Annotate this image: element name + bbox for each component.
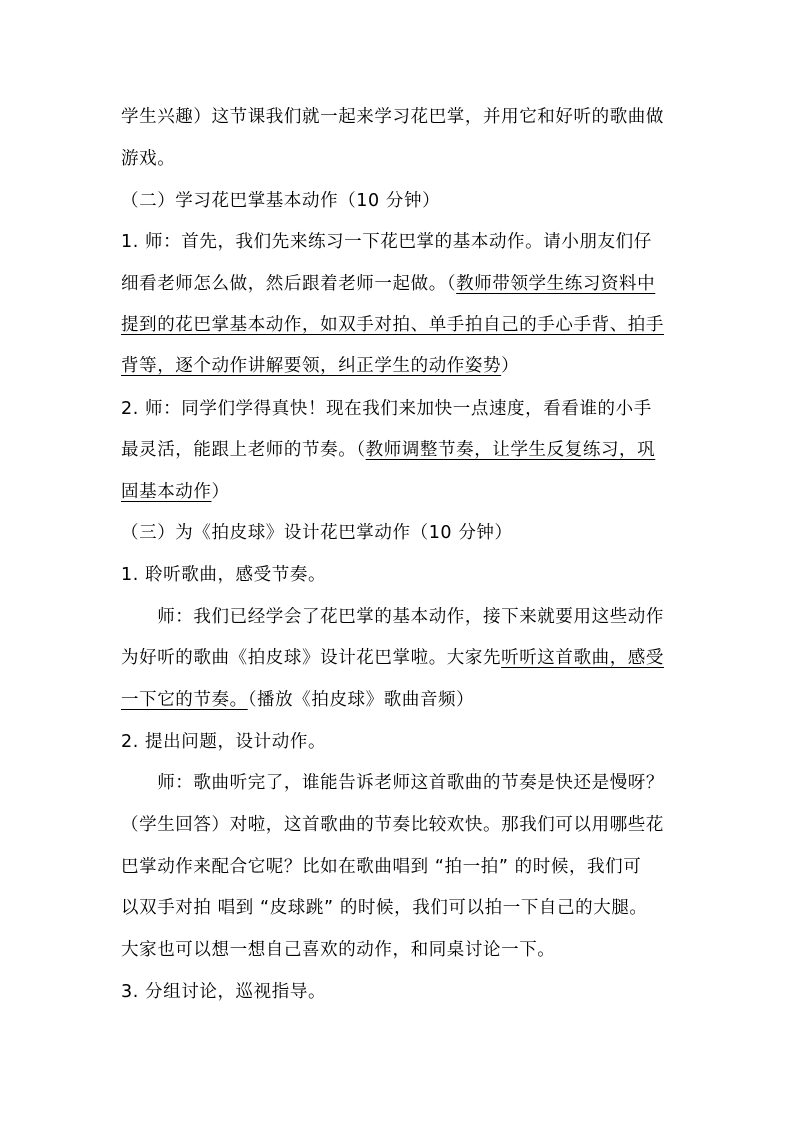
text-line: [121, 430, 677, 471]
underlined-segment: 听听这首歌曲，感受: [501, 648, 665, 668]
underlined-segment: 教师带领学生练习资料中: [456, 274, 656, 294]
text-segment: 巴掌动作来配合它呢？比如在歌曲唱到 “拍一拍” 的时候，我们可: [121, 857, 642, 877]
text-line: [121, 888, 677, 929]
underlined-segment: 提到的花巴掌基本动作，如双手对拍、单手拍自己的手心手背、拍手: [121, 315, 664, 335]
underlined-segment: 固基本动作: [121, 482, 212, 502]
text-segment: ）: [501, 356, 520, 376]
text-segment: 2. 提出问题，设计动作。: [121, 732, 327, 752]
text-line: [121, 972, 677, 1013]
text-segment: 师：我们已经学会了花巴掌的基本动作，接下来就要用这些动作: [121, 607, 664, 627]
text-line: [121, 763, 677, 804]
text-segment: 游戏。: [121, 149, 176, 169]
text-segment: 以双手对拍 唱到 “皮球跳” 的时候，我们可以拍一下自己的大腿。: [121, 898, 648, 918]
text-line: [121, 222, 677, 263]
text-segment: （二）学习花巴掌基本动作（10 分钟）: [121, 191, 441, 211]
text-line: [121, 346, 677, 387]
text-line: [121, 264, 677, 305]
text-line: [121, 139, 677, 180]
text-line: [121, 930, 677, 971]
section-heading: [121, 181, 677, 222]
text-segment: 为好听的歌曲《拍皮球》设计花巴掌啦。大家先: [121, 648, 502, 668]
text-segment: 师：歌曲听完了，谁能告诉老师这首歌曲的节奏是快还是慢呀？: [121, 773, 664, 793]
text-line: [121, 805, 677, 846]
text-segment: 1. 聆听歌曲，感受节奏。: [121, 565, 327, 585]
section-heading: [121, 513, 677, 554]
text-line: [121, 722, 677, 763]
text-line: [121, 472, 677, 513]
text-line: [121, 97, 677, 138]
text-line: [121, 555, 677, 596]
text-segment: 2. 师：同学们学得真快！现在我们来加快一点速度，看看谁的小手: [121, 399, 652, 419]
text-segment: ）: [211, 482, 230, 502]
text-line: [121, 305, 677, 346]
text-line: [121, 847, 677, 888]
text-segment: （学生回答）对啦，这首歌曲的节奏比较欢快。那我们可以用哪些花: [121, 815, 664, 835]
text-line: [121, 638, 677, 679]
text-segment: 学生兴趣）这节课我们就一起来学习花巴掌，并用它和好听的歌曲做: [121, 107, 664, 127]
underlined-segment: 背等，逐个动作讲解要领，纠正学生的动作姿势: [121, 356, 502, 376]
text-line: [121, 680, 677, 721]
text-segment: （三）为《拍皮球》设计花巴掌动作（10 分钟）: [121, 523, 513, 543]
underlined-segment: 教师调整节奏，让学生反复练习，巩: [365, 440, 656, 460]
underlined-segment: 一下它的节奏。: [121, 690, 248, 710]
text-segment: 最灵活，能跟上老师的节奏。（: [121, 440, 366, 460]
text-line: [121, 389, 677, 430]
text-segment: 1. 师：首先，我们先来练习一下花巴掌的基本动作。请小朋友们仔: [121, 232, 652, 252]
text-segment: 3. 分组讨论，巡视指导。: [121, 982, 327, 1002]
text-segment: 大家也可以想一想自己喜欢的动作，和同桌讨论一下。: [121, 940, 556, 960]
text-line: [121, 597, 677, 638]
text-segment: 细看老师怎么做，然后跟着老师一起做。（: [121, 274, 457, 294]
text-segment: （播放《拍皮球》歌曲音频）: [247, 690, 475, 710]
